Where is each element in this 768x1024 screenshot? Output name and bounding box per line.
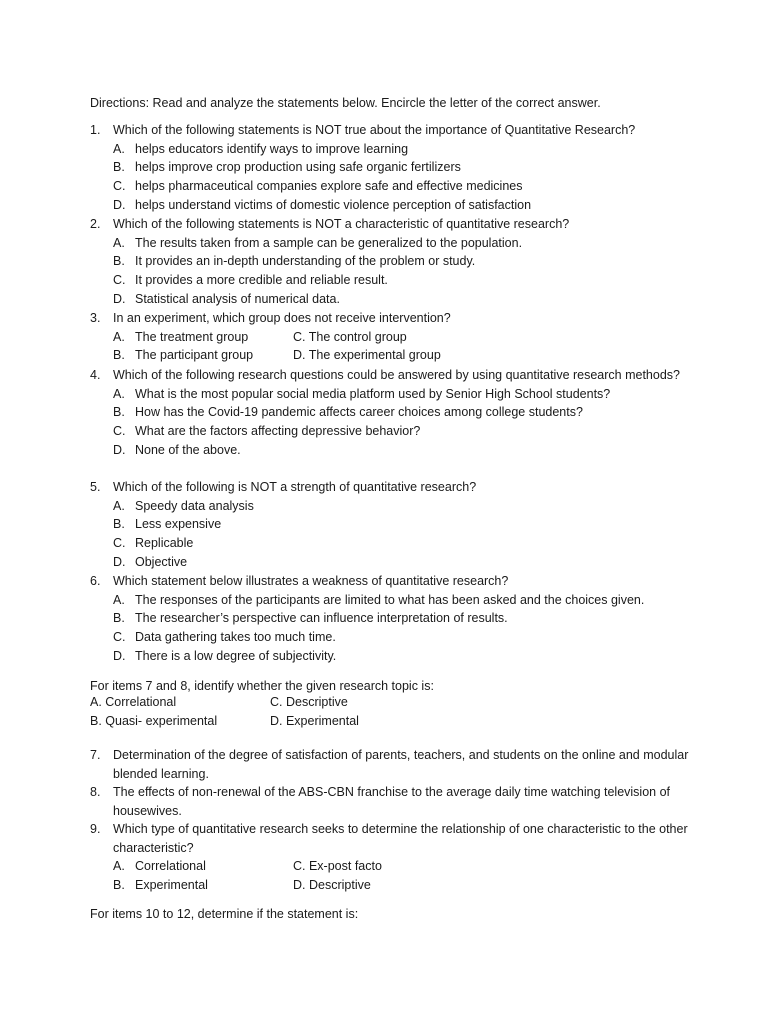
choice-c[interactable]: C. The control group <box>293 329 407 344</box>
question-number: 7. <box>90 748 101 762</box>
choice-c[interactable] <box>113 534 690 553</box>
choice-d[interactable]: D. Descriptive <box>293 878 371 893</box>
choice-letter: A. <box>113 141 125 156</box>
option-item: A. Correlational <box>90 695 177 709</box>
choice-d[interactable] <box>113 290 690 309</box>
choice-b[interactable] <box>113 346 293 365</box>
question-2 <box>90 215 690 309</box>
question-5 <box>90 478 690 572</box>
choice-letter: B. <box>113 517 125 532</box>
question-4 <box>90 366 690 460</box>
choice-text: What is the most popular social media platform used by Senior High School students? <box>135 386 611 401</box>
choice-d[interactable] <box>113 441 690 460</box>
choice-c[interactable] <box>113 628 690 647</box>
choice-letter: B. <box>113 878 125 893</box>
question-text: Which of the following research questions could be answered by using quantitative research methods? <box>113 368 680 382</box>
choice-letter: C. <box>113 630 126 645</box>
question-text: Which of the following statements is NOT true about the importance of Quantitative Research? <box>113 123 636 137</box>
question-7 <box>90 746 690 783</box>
choice-letter: C. <box>113 424 126 439</box>
directions-text: Directions: Read and analyze the statements below. Encircle the letter of the correct answer. <box>90 96 601 110</box>
choice-letter: D. <box>113 442 126 457</box>
choice-b[interactable] <box>113 403 690 422</box>
option-item: D. Experimental <box>270 713 359 728</box>
choice-text: The researcher’s perspective can influence interpretation of results. <box>135 611 508 626</box>
choice-letter: B. <box>113 160 125 175</box>
question-number: 3. <box>90 311 101 325</box>
choice-letter: A. <box>113 386 125 401</box>
choice-text: Speedy data analysis <box>135 498 254 513</box>
choice-letter: A. <box>113 498 125 513</box>
choice-text: Experimental <box>135 878 208 893</box>
choice-c[interactable] <box>113 271 690 290</box>
choice-letter: B. <box>113 405 125 420</box>
section-7-8-intro: For items 7 and 8, identify whether the given research topic is: <box>90 679 434 693</box>
choice-b[interactable] <box>113 252 690 271</box>
question-9 <box>90 820 690 895</box>
choice-text: It provides a more credible and reliable result. <box>135 273 388 288</box>
question-text: The effects of non-renewal of the ABS-CBN franchise to the average daily time watching television of housewives. <box>113 785 671 818</box>
choice-text: Statistical analysis of numerical data. <box>135 291 340 306</box>
question-text: Which of the following statements is NOT a characteristic of quantitative research? <box>113 217 570 231</box>
question-number: 5. <box>90 480 101 494</box>
choice-text: None of the above. <box>135 442 241 457</box>
choice-text: Replicable <box>135 536 194 551</box>
choice-letter: B. <box>113 348 125 363</box>
choice-c[interactable] <box>113 177 690 196</box>
choice-a[interactable] <box>113 234 690 253</box>
choice-a[interactable] <box>113 385 690 404</box>
choice-text: helps pharmaceutical companies explore safe and effective medicines <box>135 179 523 194</box>
question-text: In an experiment, which group does not receive intervention? <box>113 311 451 325</box>
choice-d[interactable] <box>113 553 690 572</box>
choice-a[interactable] <box>113 140 690 159</box>
question-text: Which of the following is NOT a strength of quantitative research? <box>113 480 477 494</box>
choice-letter: D. <box>113 554 126 569</box>
choice-text: What are the factors affecting depressive behavior? <box>135 424 421 439</box>
question-number: 2. <box>90 217 101 231</box>
choice-letter: A. <box>113 859 125 874</box>
choice-text: How has the Covid-19 pandemic affects career choices among college students? <box>135 405 583 420</box>
question-text: Determination of the degree of satisfaction of parents, teachers, and students on the online and modular blended learning. <box>113 748 689 781</box>
choice-letter: B. <box>113 254 125 269</box>
question-text: Which statement below illustrates a weakness of quantitative research? <box>113 574 509 588</box>
choice-letter: D. <box>113 197 126 212</box>
question-1 <box>90 121 690 215</box>
question-3 <box>90 309 690 365</box>
choice-d[interactable]: D. The experimental group <box>293 348 441 363</box>
question-number: 6. <box>90 574 101 588</box>
choice-text: The responses of the participants are limited to what has been asked and the choices given. <box>135 592 645 607</box>
choice-text: Correlational <box>135 859 206 874</box>
choice-text: Data gathering takes too much time. <box>135 630 336 645</box>
choice-a[interactable] <box>113 857 293 876</box>
choice-b[interactable] <box>113 876 293 895</box>
section-10-12-intro: For items 10 to 12, determine if the statement is: <box>90 907 359 921</box>
question-number: 4. <box>90 368 101 382</box>
choice-text: helps educators identify ways to improve learning <box>135 141 409 156</box>
choice-letter: C. <box>113 273 126 288</box>
choice-a[interactable] <box>113 497 690 516</box>
option-item: C. Descriptive <box>270 695 348 709</box>
question-8 <box>90 783 690 820</box>
choice-letter: C. <box>113 536 126 551</box>
choice-text: helps understand victims of domestic violence perception of satisfaction <box>135 197 532 212</box>
choice-c[interactable]: C. Ex-post facto <box>293 859 382 874</box>
choice-c[interactable] <box>113 422 690 441</box>
section-7-8-options <box>90 693 450 730</box>
choice-b[interactable] <box>113 609 690 628</box>
choice-letter: A. <box>113 235 125 250</box>
choice-letter: C. <box>113 179 126 194</box>
question-number: 8. <box>90 785 101 799</box>
choice-text: The results taken from a sample can be generalized to the population. <box>135 235 523 250</box>
question-6 <box>90 572 690 666</box>
choice-d[interactable] <box>113 647 690 666</box>
option-item: B. Quasi- experimental <box>90 713 218 728</box>
choice-letter: A. <box>113 329 125 344</box>
question-text: Which type of quantitative research seeks to determine the relationship of one characteristic to the other characteristic? <box>113 822 688 855</box>
choice-d[interactable] <box>113 196 690 215</box>
choice-text: Less expensive <box>135 517 222 532</box>
choice-letter: B. <box>113 611 125 626</box>
choice-letter: A. <box>113 592 125 607</box>
choice-text: helps improve crop production using safe organic fertilizers <box>135 160 461 175</box>
choice-b[interactable] <box>113 158 690 177</box>
question-number: 9. <box>90 822 101 836</box>
choice-text: The participant group <box>135 348 254 363</box>
choice-text: It provides an in-depth understanding of the problem or study. <box>135 254 476 269</box>
choice-a[interactable] <box>113 591 690 610</box>
choice-text: Objective <box>135 554 188 569</box>
choice-letter: D. <box>113 648 126 663</box>
choice-text: The treatment group <box>135 329 249 344</box>
question-number: 1. <box>90 123 101 137</box>
choice-b[interactable] <box>113 515 690 534</box>
choice-a[interactable] <box>113 328 293 347</box>
choice-letter: D. <box>113 291 126 306</box>
choice-text: There is a low degree of subjectivity. <box>135 648 337 663</box>
